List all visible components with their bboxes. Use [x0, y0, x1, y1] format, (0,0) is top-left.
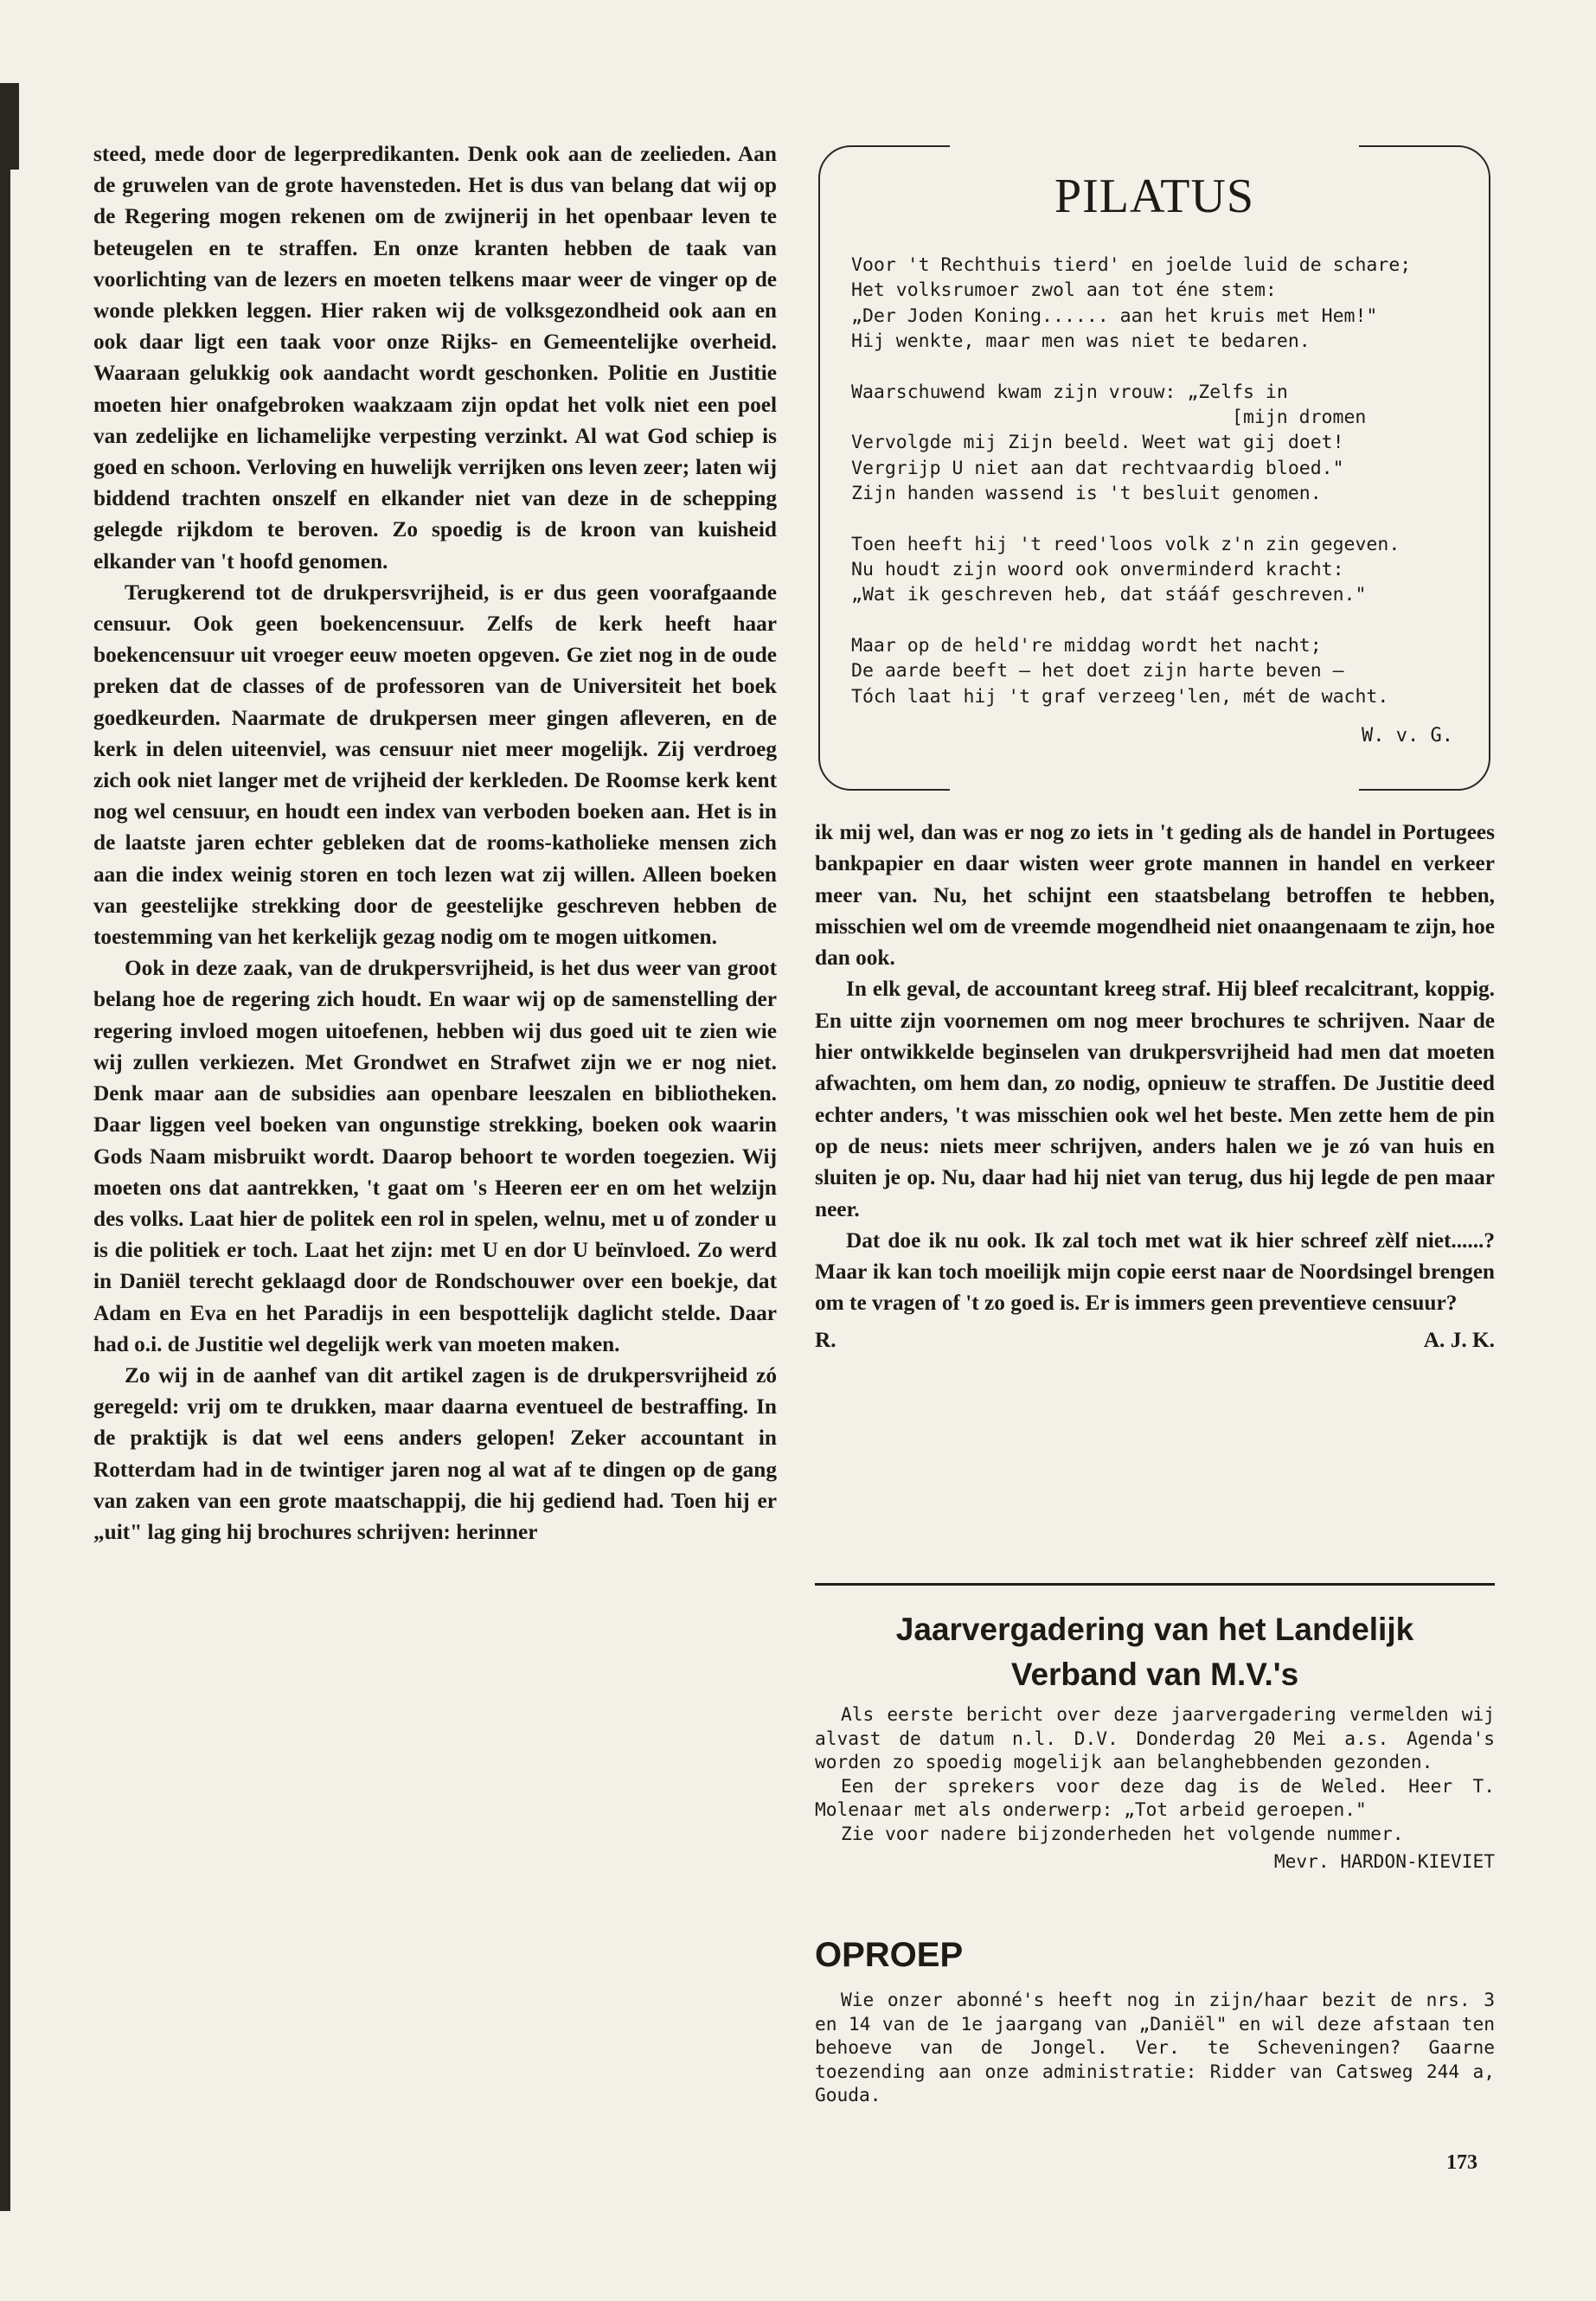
article-right-column: [815, 817, 1495, 1356]
article-paragraph: Ook in deze zaak, van de drukpersvrijheid, is het dus weer van groot belang hoe de regering zich houdt. En waar wij op de samenstelling der regering invloed mogen uitoefenen, hebben wij dus goed uit te zien wie wij zullen verkiezen. Met Grondwet en Strafwet zijn we er nog niet. Denk maar aan de subsidies aan openbare leeszalen en bibliotheken. Daar liggen veel boeken van ongunstige strekking, boeken ook waarin Gods Naam misbruikt wordt. Daarop behoort te worden toegezien. Wij moeten ons dat aantrekken, 't gaat om 's Heeren eer en om het welzijn des volks. Laat hier de politek een rol in spelen, welnu, met u of zonder u is die politiek er toch. Laat het zijn: met U en dor U beïnvloed. Zo werd in Daniël terecht geklaagd door de Rondschouwer over een boekje, dat Adam en Eva en het Paradijs in een bespottelijk daglicht stelde. Daar had o.i. de Justitie wel degelijk werk van moeten maken.: [93, 956, 777, 1356]
poem-line: „Der Joden Koning...... aan het kruis met Hem!": [851, 304, 1378, 327]
poem-line: Voor 't Rechthuis tierd' en joelde luid de schare;: [851, 254, 1412, 276]
notice-heading-line: Verband van M.V.'s: [1010, 1657, 1299, 1692]
binding-edge: [0, 83, 10, 2211]
poem-line: Het volksrumoer zwol aan tot éne stem:: [851, 279, 1277, 302]
poem-stanza: [851, 380, 1463, 507]
binding-edge-top: [0, 83, 19, 170]
section-divider: [815, 1583, 1495, 1586]
poem-line-continuation: [mijn dromen: [1232, 407, 1367, 429]
article-paragraph: Terugkerend tot de drukpersvrijheid, is er dus geen voorafgaande censuur. Ook geen boekencensuur. Zelfs de kerk heeft haar boekencensuur uit vroeger eeuw moeten opgeven. Ge ziet nog in de oude preken dat de classes of de professoren van de Universiteit het boek goedkeurden. Naarmate de drukpersen meer gingen afleveren, en de kerk in delen uiteenviel, was censuur niet meer mogelijk. Zij verdroeg zich ook niet langer met de vrijheid der kerkleden. De Roomse kerk kent nog wel censuur, en houdt een index van verboden boeken aan. Het is in de laatste jaren echter gebleken dat de rooms-katholieke mensen zich aan die index weinig storen en toch lezen wat zij willen. Alleen boeken van geestelijke strekking door de geestelijke geschreven hebben de toestemming van het kerkelijk gezag nodig om te mogen uitkomen.: [93, 580, 777, 950]
poem-line: Zijn handen wassend is 't besluit genomen.: [851, 483, 1322, 505]
notice-body: [815, 1702, 1495, 1873]
poem-line: Hij wenkte, maar men was niet te bedaren.: [851, 330, 1311, 353]
oproep-paragraph: Wie onzer abonné's heeft nog in zijn/haar bezit de nrs. 3 en 14 van de 1e jaargang van „Daniël" en wil deze afstaan ten behoeve van de Jongel. Ver. te Scheveningen? Gaarne toezending aan onze administratie: Ridder van Catsweg 244 a, Gouda.: [815, 1989, 1495, 2106]
poem-title: PILATUS: [1054, 170, 1255, 223]
article-paragraph: steed, mede door de legerpredikanten. Denk ook aan de zeelieden. Aan de gruwelen van de grote havensteden. Het is dus van belang dat wij op de Regering mogen rekenen om de zwijnerij in het openbaar leven te beteugelen en te straffen. En onze kranten hebben de taak van voorlichting van de lezers en moeten telkens maar weer de vinger op de wonde plekken leggen. Hier raken wij de volksgezondheid ook aan en ook daar ligt een taak voor onze Rijks- en Gemeentelijke overheid. Waaraan gelukkig ook aandacht wordt geschonken. Politie en Justitie moeten hier onafgebroken waakzaam zijn opdat het volk niet een poel van zedelijke en lichamelijke verpesting verzinkt. Al wat God schiep is goed en schoon. Verloving en huwelijk verrijken ons leven zeer; laten wij biddend trachten onszelf en elkander niet van deze in de schepping gelegde rijkdom te beroven. Zo spoedig is de kroon van kuisheid elkander van 't hoofd genomen.: [93, 142, 777, 574]
article-sign-left: R.: [815, 1327, 836, 1352]
poem-stanza: [851, 253, 1463, 355]
poem-line: „Wat ik geschreven heb, dat stááf geschreven.": [851, 584, 1367, 606]
poem-line: Waarschuwend kwam zijn vrouw: „Zelfs in: [851, 381, 1288, 403]
article-left-column: [93, 138, 777, 1548]
notice-heading-line: Jaarvergadering van het Landelijk: [895, 1612, 1414, 1647]
oproep-body: [815, 1988, 1495, 2107]
poem-line: Maar op de held're middag wordt het nacht;: [851, 634, 1322, 657]
poem-stanza: [851, 633, 1463, 709]
poem-line: Toen heeft hij 't reed'loos volk z'n zin gegeven.: [851, 533, 1401, 555]
notice-heading: [815, 1607, 1495, 1697]
page-number: 173: [1446, 2151, 1477, 2174]
poem-line: Tóch laat hij 't graf verzeeg'len, mét de wacht.: [851, 685, 1389, 708]
poem-line: Nu houdt zijn woord ook onverminderd kracht:: [851, 559, 1344, 581]
article-signature-line: [815, 1324, 1495, 1356]
poem-line: Vervolgde mij Zijn beeld. Weet wat gij doet!: [851, 432, 1344, 454]
poem-stanza: [851, 532, 1463, 608]
notice-paragraph: Een der sprekers voor deze dag is de Weled. Heer T. Molenaar met als onderwerp: „Tot arbeid geroepen.": [815, 1774, 1495, 1821]
oproep-heading: OPROEP: [815, 1936, 964, 1974]
poem-line: De aarde beeft — het doet zijn harte beven —: [851, 660, 1344, 683]
article-paragraph: In elk geval, de accountant kreeg straf. Hij bleef recalcitrant, koppig. En uitte zijn voornemen om nog meer brochures te schrijven. Naar de hier ontwikkelde beginselen van drukpersvrijheid had men dat moeten afwachten, om hem dan, zo nodig, opnieuw te straffen. De Justitie deed echter anders, 't was misschien ook wel het beste. Men zette hem de pin op de neus: niets meer schrijven, anders halen we je zó van huis en sluiten je op. Nu, daar had hij niet van terug, dus hij legde de pen maar neer.: [815, 977, 1495, 1221]
notice-signature: Mevr. HARDON-KIEVIET: [1273, 1849, 1495, 1872]
article-paragraph: Dat doe ik nu ook. Ik zal toch met wat ik hier schreef zèlf niet......? Maar ik kan toch moeilijk mijn copie eerst naar de Noordsingel brengen om te vragen of 't zo goed is. Er is immers geen preventieve censuur?: [815, 1227, 1495, 1316]
poem-text: [851, 253, 1463, 734]
article-author: A. J. K.: [1423, 1327, 1495, 1352]
article-paragraph: ik mij wel, dan was er nog zo iets in 't geding als de handel in Portugees bankpapier en daar wisten weer grote mannen in handel en verkeer meer van. Nu, het schijnt een staatsbelang betroffen te hebben, misschien wel om de vreemde mogendheid niet onaangenaam te zijn, hoe dan ook.: [815, 820, 1495, 971]
poem-line: Vergrijp U niet aan dat rechtvaardig bloed.": [851, 457, 1344, 479]
notice-paragraph: Als eerste bericht over deze jaarvergadering vermelden wij alvast de datum n.l. D.V. Donderdag 20 Mei a.s. Agenda's worden zo spoedig mogelijk aan belanghebbenden gezonden.: [815, 1703, 1495, 1773]
poem-signature: W. v. G.: [1362, 725, 1453, 747]
notice-paragraph: Zie voor nadere bijzonderheden het volgende nummer.: [841, 1822, 1404, 1844]
article-paragraph: Zo wij in de aanhef van dit artikel zagen is de drukpersvrijheid zó geregeld: vrij om te drukken, maar daarna eventueel de bestraffing. In de praktijk is dat wel eens anders gelopen! Zeker accountant in Rotterdam had in de twintiger jaren nog al wat af te dingen op de gang van zaken van een grote maatschappij, die hij gediend had. Toen hij er „uit" lag ging hij brochures schrijven: herinner: [93, 1362, 777, 1544]
